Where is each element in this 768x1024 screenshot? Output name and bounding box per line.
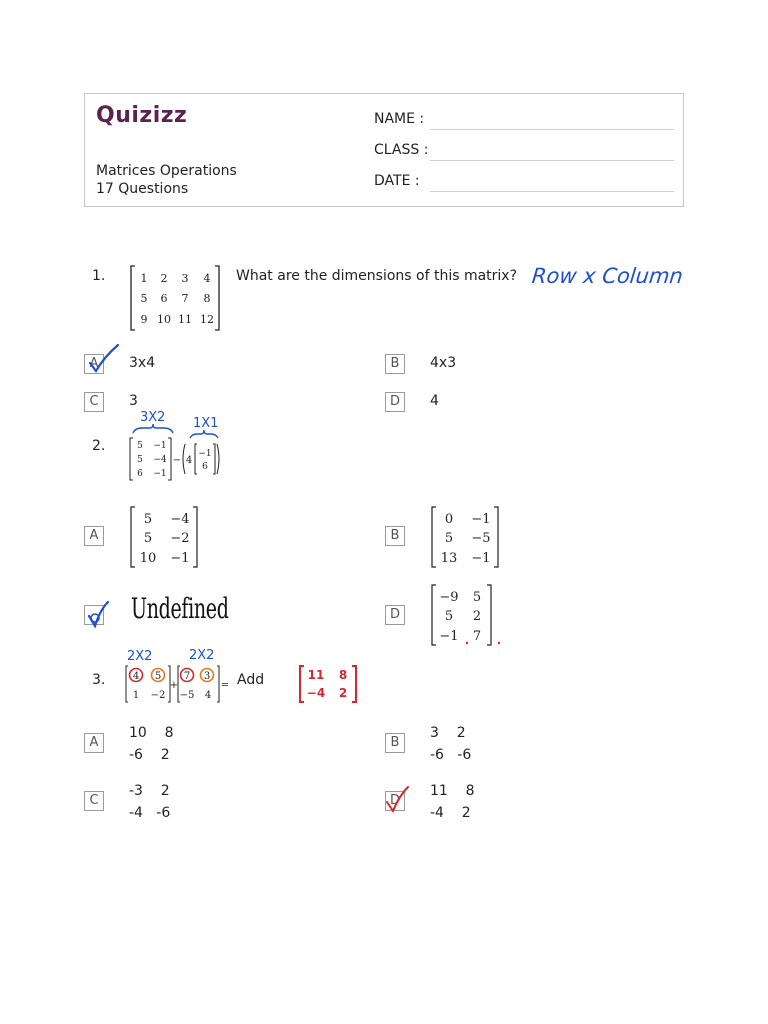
svg-text:4: 4: [132, 671, 140, 682]
date-label: DATE :: [374, 173, 420, 189]
option-d-box[interactable]: D: [385, 791, 405, 811]
date-field[interactable]: [430, 191, 674, 192]
svg-text:0: 0: [444, 512, 454, 527]
option-a-box[interactable]: A: [84, 354, 104, 374]
option-a-text: 3x4: [129, 355, 156, 371]
svg-text:4: 4: [185, 455, 193, 466]
svg-text:4: 4: [204, 690, 212, 701]
matrix-cell: 4: [203, 272, 211, 285]
option-a-box[interactable]: A: [84, 733, 104, 753]
svg-text:−1: −1: [471, 551, 491, 566]
svg-text:−1: −1: [471, 512, 491, 527]
svg-text:5: 5: [137, 455, 143, 465]
svg-text:6: 6: [202, 462, 208, 472]
question-count: 17 Questions: [96, 181, 189, 197]
svg-text:−9: −9: [439, 590, 459, 605]
matrix-cell: 9: [140, 313, 148, 326]
svg-text:−2: −2: [170, 531, 190, 546]
svg-text:−: −: [172, 455, 182, 466]
question-3-expression: [124, 664, 230, 704]
matrix-cell: 7: [181, 292, 189, 305]
question-number: 2.: [92, 438, 106, 454]
svg-text:−5: −5: [179, 690, 195, 701]
option-c-text: 3: [129, 393, 138, 409]
question-2-expression: [128, 436, 224, 482]
svg-text:5: 5: [143, 531, 153, 546]
svg-text:+: +: [169, 680, 179, 691]
svg-text:11: 11: [307, 668, 325, 682]
question-1-matrix: [128, 264, 222, 332]
option-a-box[interactable]: A: [84, 526, 104, 546]
option-c-text: -3 2 -4 -6: [129, 783, 171, 821]
handwritten-dimension: 2X2: [189, 648, 215, 663]
svg-text:13: 13: [440, 551, 458, 566]
svg-text:−4: −4: [306, 686, 326, 700]
svg-text:7: 7: [183, 671, 191, 682]
handwritten-dimension: 1X1: [193, 416, 219, 431]
svg-text:5: 5: [154, 671, 162, 682]
matrix-cell: 8: [203, 292, 211, 305]
matrix-cell: 3: [181, 272, 189, 285]
name-field[interactable]: [430, 129, 674, 130]
svg-text:−1: −1: [198, 449, 212, 459]
option-b-box[interactable]: B: [385, 354, 405, 374]
svg-text:5: 5: [137, 441, 143, 451]
matrix-cell: 6: [160, 292, 168, 305]
svg-text:6: 6: [137, 469, 143, 479]
option-b-matrix: [429, 505, 501, 569]
check-mark-icon: [86, 600, 110, 628]
option-a-text: 10 8 -6 2: [129, 725, 174, 763]
svg-text:8: 8: [338, 668, 348, 682]
class-field[interactable]: [430, 160, 674, 161]
matrix-cell: 2: [160, 272, 168, 285]
svg-text:7: 7: [472, 629, 482, 644]
option-d-text: 4: [430, 393, 439, 409]
worksheet-header: [84, 93, 684, 207]
class-label: CLASS :: [374, 142, 429, 158]
option-b-text: 3 2 -6 -6: [430, 725, 472, 763]
svg-text:−4: −4: [170, 512, 190, 527]
matrix-cell: 10: [157, 313, 171, 326]
svg-text:−5: −5: [471, 531, 491, 546]
svg-text:−1: −1: [170, 551, 190, 566]
svg-text:3: 3: [203, 671, 211, 682]
handwritten-dimension: 2X2: [127, 649, 153, 664]
svg-text:5: 5: [472, 590, 482, 605]
svg-text:5: 5: [444, 609, 454, 624]
handwritten-note: Row x Column: [530, 264, 685, 288]
matrix-cell: 11: [178, 313, 192, 326]
option-d-box[interactable]: D: [385, 605, 405, 625]
handwritten-dimension: 3X2: [140, 410, 166, 425]
option-d-text: 11 8 -4 2: [430, 783, 475, 821]
question-number: 1.: [92, 268, 106, 284]
option-d-matrix: [429, 583, 501, 647]
svg-text:−4: −4: [153, 455, 167, 465]
option-c-box[interactable]: C: [84, 791, 104, 811]
svg-text:−2: −2: [150, 690, 166, 701]
worksheet-title: Matrices Operations: [96, 163, 237, 179]
handwritten-answer-matrix: [297, 664, 361, 704]
svg-text:−1: −1: [439, 629, 459, 644]
question-number: 3.: [92, 672, 106, 688]
svg-text:5: 5: [444, 531, 454, 546]
option-b-box[interactable]: B: [385, 526, 405, 546]
svg-text:−1: −1: [153, 441, 167, 451]
name-label: NAME :: [374, 111, 425, 127]
svg-text:1: 1: [132, 690, 140, 701]
option-b-box[interactable]: B: [385, 733, 405, 753]
option-b-text: 4x3: [430, 355, 457, 371]
option-c-text: Undefined: [131, 592, 229, 625]
matrix-cell: 1: [140, 272, 148, 285]
check-mark-icon: [86, 343, 120, 375]
svg-text:=: =: [220, 680, 230, 691]
matrix-cell: 12: [200, 313, 214, 326]
option-c-box[interactable]: C: [84, 392, 104, 412]
svg-text:2: 2: [472, 609, 482, 624]
check-mark-icon: [384, 784, 410, 814]
matrix-cell: 5: [140, 292, 148, 305]
option-d-box[interactable]: D: [385, 392, 405, 412]
brand-logo: Quizizz: [96, 103, 188, 128]
option-a-matrix: [128, 505, 200, 569]
svg-text:5: 5: [143, 512, 153, 527]
svg-text:10: 10: [139, 551, 157, 566]
question-3-prompt: Add: [237, 672, 265, 688]
brace-icon: [132, 424, 174, 434]
svg-text:2: 2: [338, 686, 348, 700]
svg-text:−1: −1: [153, 469, 167, 479]
question-1-prompt: What are the dimensions of this matrix?: [236, 268, 518, 284]
